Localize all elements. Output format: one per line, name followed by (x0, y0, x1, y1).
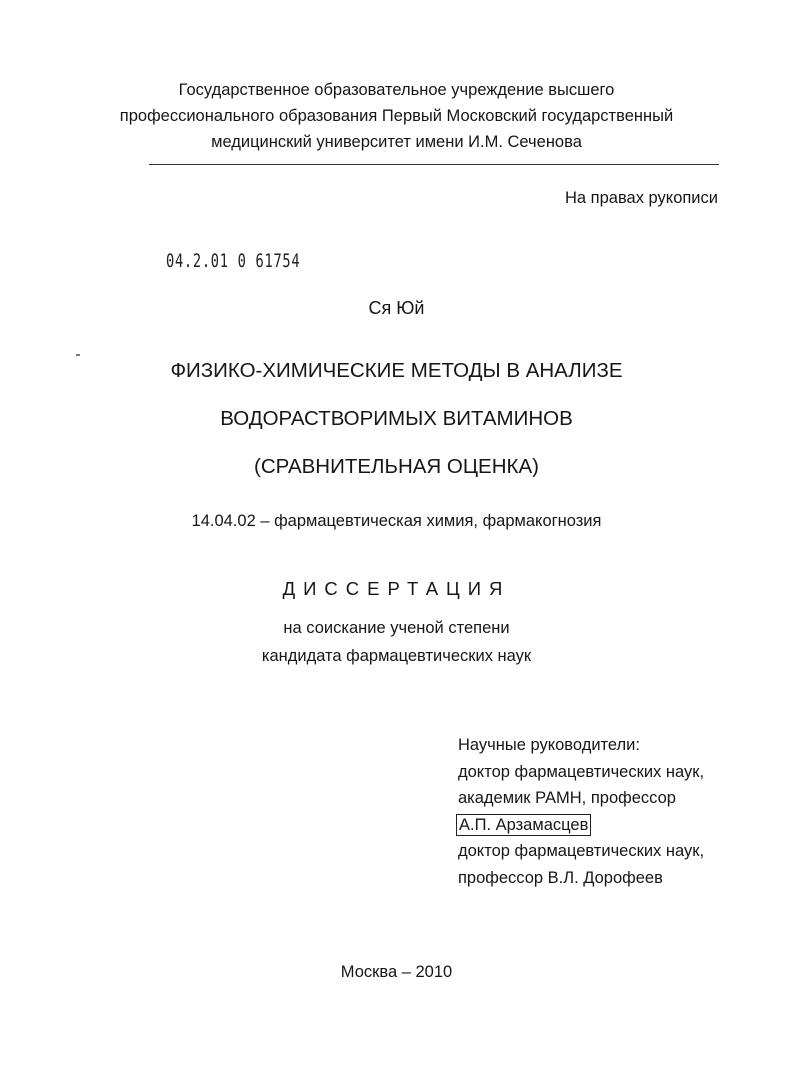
author-name: Ся Юй (368, 298, 425, 318)
degree-line-2: кандидата фармацевтических наук (261, 647, 532, 665)
institution-line-1: Государственное образовательное учреждение высшего (178, 81, 615, 99)
dissertation-title (0, 347, 793, 491)
work-type: ДИССЕРТАЦИЯ (282, 578, 511, 599)
supervisor-2-name: профессор В.Л. Дорофеев (458, 868, 663, 887)
supervisor-1-name: А.П. Арзамасцев (456, 814, 591, 836)
title-line-2: ВОДОРАСТВОРИМЫХ ВИТАМИНОВ (220, 407, 573, 430)
institution-line-3: медицинский университет имени И.М. Сеченова (211, 133, 582, 151)
supervisors-heading: Научные руководители: (458, 736, 640, 754)
institution-line-2: профессионального образования Первый Московский государственный (119, 107, 674, 125)
title-line-3: (СРАВНИТЕЛЬНАЯ ОЦЕНКА) (254, 455, 539, 478)
supervisor-1-rank: академик РАМН, профессор (458, 789, 676, 807)
supervisor-2-degree: доктор фармацевтических наук, (458, 842, 705, 860)
degree-sought (0, 614, 793, 670)
title-line-1: ФИЗИКО-ХИМИЧЕСКИЕ МЕТОДЫ В АНАЛИЗЕ (170, 359, 623, 382)
manuscript-note: На правах рукописи (565, 189, 718, 207)
city-year: Москва – 2010 (340, 963, 453, 981)
registration-stamp: 04.2.01 0 61754 (166, 250, 301, 272)
specialty-code: 14.04.02 – фармацевтическая химия, фармакогнозия (191, 512, 602, 530)
header-divider (149, 164, 719, 165)
supervisor-1-degree: доктор фармацевтических наук, (458, 762, 705, 781)
supervisors-block (458, 732, 704, 891)
institution-header (0, 77, 793, 155)
degree-line-1: на соискание ученой степени (283, 619, 510, 637)
